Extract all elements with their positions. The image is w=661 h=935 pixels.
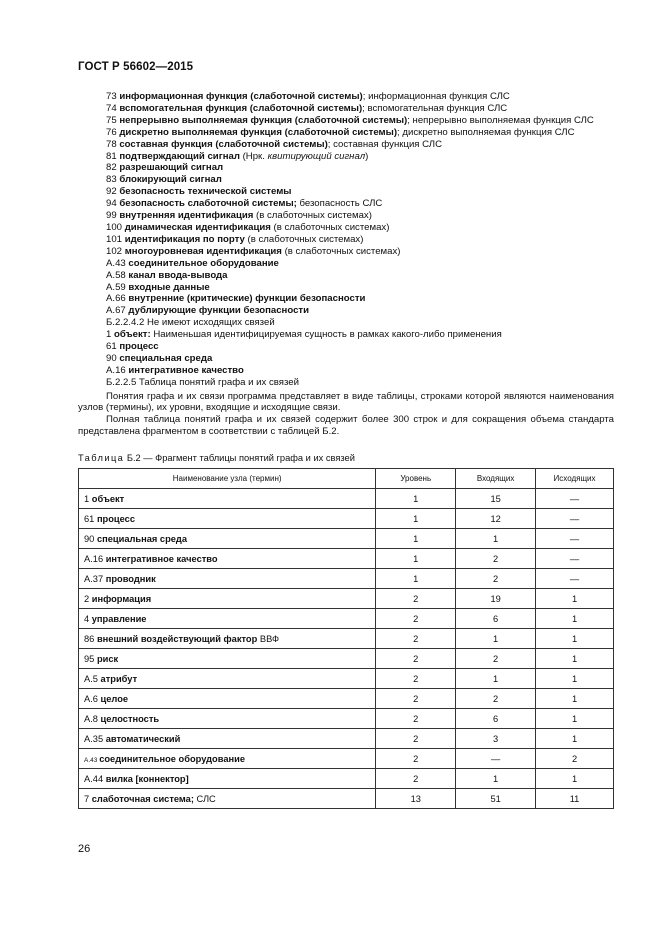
cell-term bbox=[79, 549, 376, 569]
cell-incoming: 3 bbox=[456, 729, 536, 749]
cell-term bbox=[79, 709, 376, 729]
table-row bbox=[79, 569, 614, 589]
term-number: 101 bbox=[106, 233, 125, 245]
cell-level: 2 bbox=[376, 649, 456, 669]
term-line bbox=[106, 317, 626, 329]
cell-outgoing: 2 bbox=[536, 749, 614, 769]
cell-incoming: 6 bbox=[456, 709, 536, 729]
cell-level: 2 bbox=[376, 689, 456, 709]
cell-level: 2 bbox=[376, 609, 456, 629]
table-row bbox=[79, 689, 614, 709]
cell-term bbox=[79, 789, 376, 809]
term-number: 73 bbox=[106, 91, 120, 102]
term-number: А.16 bbox=[106, 364, 129, 376]
cell-incoming: 12 bbox=[456, 509, 536, 529]
cell-term bbox=[79, 689, 376, 709]
cell-level: 2 bbox=[376, 729, 456, 749]
term-note: (Нрк. bbox=[239, 150, 268, 162]
cell-incoming: 51 bbox=[456, 789, 536, 809]
table-row bbox=[79, 489, 614, 509]
cell-incoming: 19 bbox=[456, 589, 536, 609]
term-name: канал ввода-вывода bbox=[128, 269, 228, 281]
cell-term-name: риск bbox=[96, 653, 119, 664]
term-number: А.67 bbox=[106, 305, 129, 317]
term-line bbox=[106, 151, 626, 163]
term-note: ; составная функция СЛС bbox=[327, 138, 443, 150]
cell-incoming: 2 bbox=[456, 689, 536, 709]
document-header: ГОСТ Р 56602—2015 bbox=[78, 61, 194, 73]
term-note: Наименьшая идентифицируемая сущность в рамках какого-либо применения bbox=[150, 329, 502, 341]
cell-incoming: 2 bbox=[456, 569, 536, 589]
cell-incoming: 6 bbox=[456, 609, 536, 629]
cell-level: 1 bbox=[376, 569, 456, 589]
term-line bbox=[106, 305, 626, 317]
term-line bbox=[106, 270, 626, 282]
term-number: 78 bbox=[106, 138, 120, 150]
cell-term bbox=[79, 729, 376, 749]
cell-term bbox=[79, 529, 376, 549]
cell-incoming: 1 bbox=[456, 529, 536, 549]
table-row bbox=[79, 649, 614, 669]
cell-term-number: 95 bbox=[84, 653, 97, 664]
term-name: составная функция (слаботочной системы) bbox=[119, 138, 328, 150]
term-line bbox=[106, 282, 626, 294]
paragraph-table-size: Полная таблица понятий графа и их связей содержит более 300 строк и для сокращения объема стандарта представлена фрагментом в соответствии с таблицей Б.2. bbox=[78, 414, 614, 438]
table-row bbox=[79, 669, 614, 689]
cell-term-abbr: СЛС bbox=[193, 793, 216, 804]
term-line bbox=[106, 293, 626, 305]
cell-level: 2 bbox=[376, 589, 456, 609]
table-row bbox=[79, 529, 614, 549]
cell-term-number: 2 bbox=[84, 593, 92, 604]
cell-outgoing: — bbox=[536, 489, 614, 509]
term-line bbox=[106, 234, 626, 246]
term-note: ; дискретно выполняемая функция СЛС bbox=[397, 126, 575, 138]
term-name: безопасность слаботочной системы; bbox=[119, 198, 297, 210]
term-name: непрерывно выполняемая функция (слаботочной системы) bbox=[119, 114, 408, 126]
cell-level: 1 bbox=[376, 489, 456, 509]
paragraph-table-description: Понятия графа и их связи программа представляет в виде таблицы, строками которой являются наименования узлов (термины), их уровни, входящие и исходящие связи. bbox=[78, 390, 614, 414]
cell-term-number: 7 bbox=[84, 793, 92, 804]
table-row bbox=[79, 729, 614, 749]
term-name: блокирующий сигнал bbox=[119, 174, 222, 186]
term-number: А.66 bbox=[106, 293, 129, 305]
cell-level: 1 bbox=[376, 509, 456, 529]
cell-term-name: целостность bbox=[100, 713, 160, 724]
cell-term-number: 1 bbox=[84, 493, 92, 504]
cell-level: 1 bbox=[376, 529, 456, 549]
cell-term-name: процесс bbox=[96, 513, 136, 524]
cell-outgoing: — bbox=[536, 549, 614, 569]
term-note: (в слаботочных системах) bbox=[253, 210, 372, 222]
cell-term-name: атрибут bbox=[100, 673, 138, 684]
cell-level: 2 bbox=[376, 629, 456, 649]
cell-level: 2 bbox=[376, 769, 456, 789]
term-number: 61 bbox=[106, 341, 120, 353]
cell-term-number: А.8 bbox=[84, 713, 101, 724]
cell-incoming: 2 bbox=[456, 649, 536, 669]
cell-term-name: информация bbox=[91, 593, 152, 604]
header-outgoing: Исходящих bbox=[536, 469, 614, 489]
table-row bbox=[79, 549, 614, 569]
term-name: специальная среда bbox=[119, 352, 213, 364]
table-row bbox=[79, 609, 614, 629]
term-note: ; информационная функция СЛС bbox=[362, 91, 510, 102]
term-number: 100 bbox=[106, 221, 125, 233]
cell-level: 2 bbox=[376, 669, 456, 689]
term-name: входные данные bbox=[128, 281, 210, 293]
cell-term-name: интегративное качество bbox=[105, 553, 218, 564]
cell-term-number: 4 bbox=[84, 613, 92, 624]
page-number: 26 bbox=[78, 843, 91, 855]
term-name: многоуровневая идентификация bbox=[124, 245, 282, 257]
cell-outgoing: 1 bbox=[536, 589, 614, 609]
term-number: Б.2.2.5 Таблица понятий графа и их связей bbox=[106, 376, 299, 388]
cell-term-number: А.37 bbox=[84, 573, 106, 584]
term-name: дискретно выполняемая функция (слаботочной системы) bbox=[119, 126, 398, 138]
term-number: 76 bbox=[106, 126, 120, 138]
cell-term-name: управление bbox=[91, 613, 147, 624]
term-number: 82 bbox=[106, 162, 120, 174]
term-name: интегративное качество bbox=[128, 364, 244, 376]
term-line bbox=[106, 329, 626, 341]
cell-term-name: слаботочная система; bbox=[91, 793, 194, 804]
term-line bbox=[106, 210, 626, 222]
term-name: идентификация по порту bbox=[124, 233, 245, 245]
cell-term bbox=[79, 489, 376, 509]
cell-term-name: объект bbox=[91, 493, 125, 504]
cell-outgoing: 1 bbox=[536, 629, 614, 649]
term-note: ; непрерывно выполняемая функция СЛС bbox=[407, 114, 594, 126]
cell-term-name: вилка [коннектор] bbox=[105, 773, 189, 784]
cell-term bbox=[79, 629, 376, 649]
term-name: разрешающий сигнал bbox=[119, 162, 224, 174]
cell-incoming: 1 bbox=[456, 769, 536, 789]
cell-term-number: 61 bbox=[84, 513, 97, 524]
term-list bbox=[106, 91, 626, 389]
table-row bbox=[79, 789, 614, 809]
cell-term bbox=[79, 509, 376, 529]
table-row bbox=[79, 509, 614, 529]
term-number: Б.2.2.4.2 Не имеют исходящих связей bbox=[106, 317, 275, 329]
cell-term-name: автоматический bbox=[105, 733, 181, 744]
cell-outgoing: — bbox=[536, 569, 614, 589]
term-number: 90 bbox=[106, 352, 120, 364]
header-term: Наименование узла (термин) bbox=[79, 469, 376, 489]
term-line bbox=[106, 115, 626, 127]
concept-table bbox=[78, 468, 614, 809]
term-line bbox=[106, 258, 626, 270]
cell-level: 2 bbox=[376, 749, 456, 769]
header-level: Уровень bbox=[376, 469, 456, 489]
table-caption-text: Б.2 — Фрагмент таблицы понятий графа и их связей bbox=[124, 453, 355, 463]
term-name: процесс bbox=[119, 341, 159, 353]
cell-outgoing: 1 bbox=[536, 689, 614, 709]
term-line bbox=[106, 341, 626, 353]
term-number: 102 bbox=[106, 245, 125, 257]
term-name: внутренняя идентификация bbox=[119, 210, 254, 222]
term-number: 1 bbox=[106, 329, 115, 341]
term-line bbox=[106, 127, 626, 139]
cell-term-abbr: ВВФ bbox=[257, 633, 280, 644]
cell-outgoing: 1 bbox=[536, 669, 614, 689]
term-note: ; вспомогательная функция СЛС bbox=[362, 102, 508, 114]
cell-term-number: 90 bbox=[84, 533, 97, 544]
term-number: 83 bbox=[106, 174, 120, 186]
cell-incoming: 1 bbox=[456, 629, 536, 649]
term-note: (в слаботочных системах) bbox=[270, 221, 390, 233]
term-note: безопасность СЛС bbox=[296, 198, 383, 210]
table-row bbox=[79, 769, 614, 789]
term-name: вспомогательная функция (слаботочной системы) bbox=[119, 102, 363, 114]
cell-term-name: проводник bbox=[105, 573, 156, 584]
cell-term-number: 86 bbox=[84, 633, 97, 644]
term-line bbox=[106, 365, 626, 377]
cell-incoming: — bbox=[456, 749, 536, 769]
cell-term bbox=[79, 669, 376, 689]
term-line bbox=[106, 377, 626, 389]
cell-term-number: А.35 bbox=[84, 733, 106, 744]
term-number: 99 bbox=[106, 210, 120, 222]
term-line bbox=[106, 174, 626, 186]
header-incoming: Входящих bbox=[456, 469, 536, 489]
cell-term bbox=[79, 649, 376, 669]
term-note-end: ) bbox=[365, 150, 369, 162]
cell-term-name: соединительное оборудование bbox=[99, 753, 245, 764]
cell-term-name: внешний воздействующий фактор bbox=[96, 633, 258, 644]
cell-term bbox=[79, 609, 376, 629]
table-caption-label: Таблица bbox=[78, 453, 125, 463]
cell-term-name: целое bbox=[100, 693, 129, 704]
cell-term bbox=[79, 589, 376, 609]
term-number: 81 bbox=[106, 150, 120, 162]
cell-outgoing: 1 bbox=[536, 769, 614, 789]
cell-outgoing: 1 bbox=[536, 649, 614, 669]
term-name: подтверждающий сигнал bbox=[119, 150, 240, 162]
term-line bbox=[106, 353, 626, 365]
term-name: безопасность технической системы bbox=[119, 186, 292, 198]
term-number: 75 bbox=[106, 114, 120, 126]
term-line bbox=[106, 139, 626, 151]
term-line bbox=[106, 222, 626, 234]
term-line bbox=[106, 198, 626, 210]
cell-term-number: А.5 bbox=[84, 673, 101, 684]
term-number: 92 bbox=[106, 186, 120, 198]
table-row bbox=[79, 589, 614, 609]
term-name: объект: bbox=[114, 329, 151, 341]
cell-outgoing: — bbox=[536, 529, 614, 549]
table-row bbox=[79, 749, 614, 769]
cell-term-number: А.43 bbox=[84, 756, 100, 764]
cell-term-number: А.6 bbox=[84, 693, 101, 704]
term-number: 94 bbox=[106, 198, 120, 210]
table-caption bbox=[78, 453, 355, 463]
cell-incoming: 1 bbox=[456, 669, 536, 689]
cell-outgoing: 1 bbox=[536, 709, 614, 729]
term-name: дублирующие функции безопасности bbox=[128, 305, 310, 317]
term-name: динамическая идентификация bbox=[124, 221, 271, 233]
cell-level: 1 bbox=[376, 549, 456, 569]
term-name: соединительное оборудование bbox=[128, 257, 279, 269]
cell-outgoing: — bbox=[536, 509, 614, 529]
table-row bbox=[79, 629, 614, 649]
term-deprecated: квитирующий сигнал bbox=[267, 150, 366, 162]
cell-term bbox=[79, 569, 376, 589]
cell-term-number: А.16 bbox=[84, 553, 106, 564]
term-line bbox=[106, 91, 626, 103]
table-row bbox=[79, 709, 614, 729]
cell-incoming: 2 bbox=[456, 549, 536, 569]
cell-term bbox=[79, 749, 376, 769]
term-number: 74 bbox=[106, 102, 120, 114]
term-number: А.43 bbox=[106, 257, 129, 269]
term-line bbox=[106, 186, 626, 198]
cell-outgoing: 1 bbox=[536, 729, 614, 749]
cell-outgoing: 11 bbox=[536, 789, 614, 809]
term-name: информационная функция (слаботочной системы) bbox=[119, 91, 363, 102]
term-note: (в слаботочных системах) bbox=[244, 233, 364, 245]
term-name: внутренние (критические) функции безопасности bbox=[128, 293, 366, 305]
cell-term-number: А.44 bbox=[84, 773, 106, 784]
term-note: (в слаботочных системах) bbox=[281, 245, 401, 257]
term-number: А.59 bbox=[106, 281, 129, 293]
cell-level: 2 bbox=[376, 709, 456, 729]
term-line bbox=[106, 103, 626, 115]
cell-incoming: 15 bbox=[456, 489, 536, 509]
cell-term-name: специальная среда bbox=[96, 533, 188, 544]
table-header-row bbox=[79, 469, 614, 489]
cell-outgoing: 1 bbox=[536, 609, 614, 629]
term-line bbox=[106, 246, 626, 258]
term-number: А.58 bbox=[106, 269, 129, 281]
cell-level: 13 bbox=[376, 789, 456, 809]
cell-term bbox=[79, 769, 376, 789]
term-line bbox=[106, 162, 626, 174]
